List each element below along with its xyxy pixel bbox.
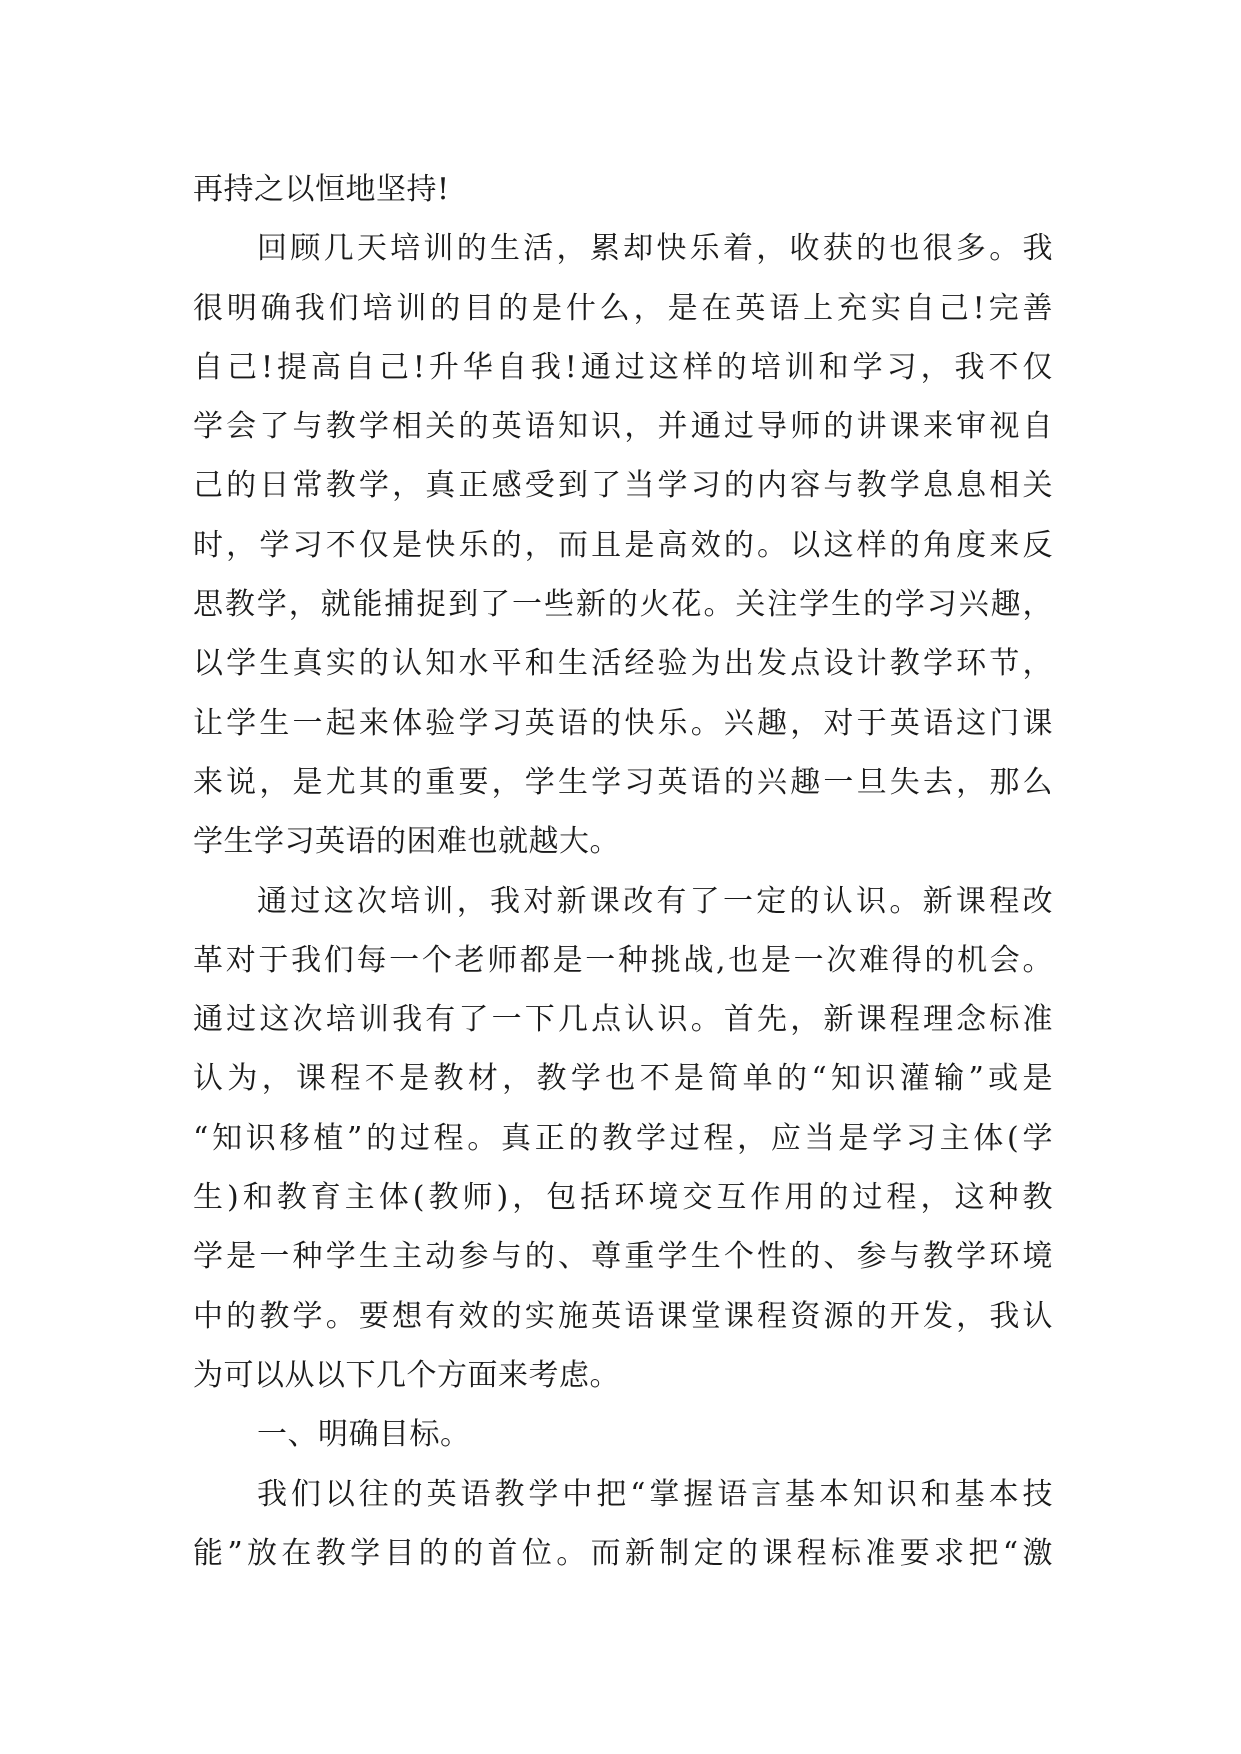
body-text (193, 160, 1053, 1583)
text-line: 认为，课程不是教材，教学也不是简单的“知识灌输”或是 (193, 1061, 1053, 1097)
text-line: 学会了与教学相关的英语知识，并通过导师的讲课来审视自 (193, 409, 1053, 445)
text-line: 很明确我们培训的目的是什么，是在英语上充实自己!完善 (193, 290, 1053, 326)
text-line: 中的教学。要想有效的实施英语课堂课程资源的开发，我认 (193, 1298, 1053, 1334)
text-line: 通过这次培训我有了一下几点认识。首先，新课程理念标准 (193, 1002, 1053, 1038)
text-line: 通过这次培训，我对新课改有了一定的认识。新课程改 (257, 883, 1053, 919)
text-line: 再持之以恒地坚持! (193, 172, 450, 207)
text-line: 思教学，就能捕捉到了一些新的火花。关注学生的学习兴趣， (193, 587, 1053, 623)
text-line: 自己!提高自己!升华自我!通过这样的培训和学习，我不仅 (193, 349, 1053, 385)
text-line: 革对于我们每一个老师都是一种挑战,也是一次难得的机会。 (193, 942, 1053, 978)
text-line: 以学生真实的认知水平和生活经验为出发点设计教学环节， (193, 646, 1053, 682)
text-line: 学是一种学生主动参与的、尊重学生个性的、参与教学环境 (193, 1239, 1053, 1275)
text-line: 我们以往的英语教学中把“掌握语言基本知识和基本技 (257, 1476, 1053, 1512)
text-line: “知识移植”的过程。真正的教学过程，应当是学习主体(学 (193, 1120, 1053, 1156)
text-line: 一、明确目标。 (257, 1417, 471, 1453)
text-line: 来说，是尤其的重要，学生学习英语的兴趣一旦失去，那么 (193, 764, 1053, 800)
text-line: 回顾几天培训的生活，累却快乐着，收获的也很多。我 (257, 231, 1053, 267)
text-line: 能”放在教学目的的首位。而新制定的课程标准要求把“激 (193, 1535, 1053, 1571)
text-line: 学生学习英语的困难也就越大。 (193, 824, 620, 860)
text-line: 己的日常教学，真正感受到了当学习的内容与教学息息相关 (193, 468, 1053, 504)
text-line: 让学生一起来体验学习英语的快乐。兴趣，对于英语这门课 (193, 705, 1053, 741)
text-line: 生)和教育主体(教师)，包括环境交互作用的过程，这种教 (193, 1180, 1053, 1216)
text-line: 为可以从以下几个方面来考虑。 (193, 1357, 620, 1393)
text-line: 时，学习不仅是快乐的，而且是高效的。以这样的角度来反 (193, 527, 1053, 563)
